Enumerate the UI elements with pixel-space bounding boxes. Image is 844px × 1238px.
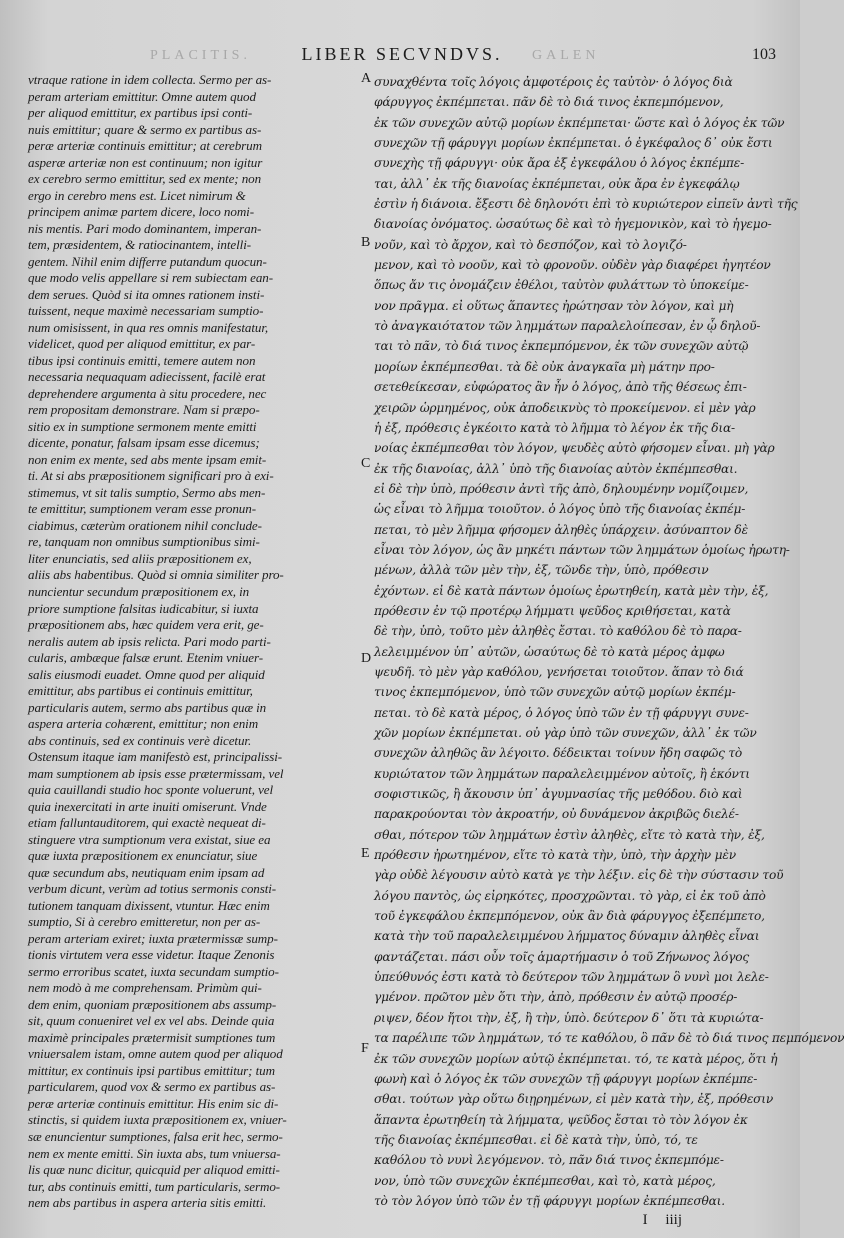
latin-text-line: mam sumptionem ab ipsis esse prætermissam, vel xyxy=(28,765,284,781)
latin-text-line: nis mentis. Pari modo dominantem, imperan- xyxy=(28,220,262,236)
latin-text-line: nuis emittitur; quare & sermo ex partibus as- xyxy=(28,121,262,137)
latin-text-line: dicente, ponatur, falsam ipsam esse dicemus; xyxy=(28,435,260,451)
greek-text-line: χειρῶν ὡρμημένος, οὐκ ἀποδεικνὺς τὸ προκείμενον. εἰ μὲν γὰρ xyxy=(374,400,756,415)
latin-text-line: cularis, ambæque falsæ erunt. Etenim vniuer- xyxy=(28,650,264,666)
latin-text-line: nuncientur secundum præpositionem ex, in xyxy=(28,583,250,599)
greek-text-line: ὑπεύθυνός ἐστι κατὰ τὸ δεύτερον τῶν λημμάτων ὃ νυνὶ μοι λελε- xyxy=(374,970,769,985)
latin-text-line: principem animæ partem dicere, loco nomi- xyxy=(28,204,254,220)
greek-text-line: ἐχόντων. εἰ δὲ κατὰ πάντων ὁμοίως ἐρωτηθείη, κατὰ μὲν τὴν, ἐξ, xyxy=(374,583,769,598)
greek-text-line: συνεχῶν τῇ φάρυγγι μορίων ἐκπέμπεται. ὁ ἐγκέφαλος δ᾿ οὐκ ἔστι xyxy=(374,136,773,151)
margin-letter-c: C xyxy=(361,456,371,471)
latin-text-line: ex cerebro sermo emittitur, sed ex mente; non xyxy=(28,171,262,187)
latin-text-line: sæ enuncientur sumptiones, falsa erit hec, sermo- xyxy=(28,1129,283,1144)
greek-text-line: διανοίας ὀνόματος. ὡσαύτως δὲ καὶ τὸ ἡγεμονικὸν, καὶ τὸ ἡγεμο- xyxy=(374,217,772,232)
greek-text-line: ται τὸ πᾶν, τὸ διά τινος ἐκπεμπόμενον, ἐκ τῶν συνεχῶν αὐτῷ xyxy=(374,339,749,354)
greek-text-line: φωνὴ καὶ ὁ λόγος ἐκ τῶν συνεχῶν τῇ φάρυγγι μορίων ἐκπέμπε- xyxy=(374,1071,758,1086)
greek-text-line: ὡς εἶναι τὸ λῆμμα τοιοῦτον. ὁ λόγος ὑπὸ τῆς διανοίας ἐκπέμ- xyxy=(374,502,746,517)
page-title: LIBER SECVNDVS. xyxy=(301,44,503,64)
greek-text-line: χῶν μορίων ἐκπέμπεται. οὐ γὰρ ὑπὸ τῶν συνεχῶν, ἀλλ᾿ ἐκ τῶν xyxy=(374,726,757,740)
latin-text-line: dem enim, quoniam præpositionem abs assump- xyxy=(28,996,277,1012)
greek-text-line: ἐκ τῶν συνεχῶν μορίων αὐτῷ ἐκπέμπεται. τό, τε κατὰ μέρος, ὅτι ἡ xyxy=(374,1051,778,1066)
greek-text-line: μένων, ἀλλὰ τῶν μὲν τὴν, ἐξ, τῶνδε τὴν, ὑπὸ, πρόθεσιν xyxy=(374,563,709,578)
greek-text-line: ται, ἀλλ᾿ ἐκ τῆς διανοίας ἐκπέμπεται, οὐκ ἄρα ἐν ἐγκεφάλῳ xyxy=(374,176,740,191)
latin-text-line: vtraque ratione in idem collecta. Sermo per as- xyxy=(28,72,272,87)
greek-text-line: ἐστὶν ἡ διάνοια. ἔξεστι δὲ δηλονότι ἐπὶ τὸ κυριώτερον εἰπεῖν ἀντὶ τῆς xyxy=(374,197,798,212)
greek-text-line: σοφιστικῶς, ἢ ἄκουσιν ὑπ᾿ ἀγυμνασίας τῆς μεθόδου. διὸ καὶ xyxy=(374,787,743,802)
latin-text-line: non enim ex mente, sed abs mente ipsam emit- xyxy=(28,451,267,467)
signature-mark xyxy=(629,1212,682,1229)
latin-text-line: tibus ipsi continuis emitti, temere autem non xyxy=(28,352,256,368)
greek-text-line: τοῦ ἐγκεφάλου ἐκπεμπόμενον, οὐκ ἂν διὰ φάρυγγος ἐξεπέμπετο, xyxy=(374,909,765,924)
latin-text-line: particularis autem, sermo abs partibus quæ in xyxy=(28,699,267,715)
latin-text-line: particularem, quod vox & sermo ex partibus as- xyxy=(28,1079,276,1095)
margin-letter-b: B xyxy=(361,235,371,250)
greek-text-line: ριψεν, δέον ἤτοι τὴν, ἐξ, ἢ τὴν, ὑπὸ. δεύτερον δ᾿ ὅτι τὰ κυριώτα- xyxy=(374,1010,764,1025)
latin-text-line: asperæ arteriæ non est continuum; non igitur xyxy=(28,154,263,170)
greek-text-line: πρόθεσιν ἠρωτημένον, εἴτε τὸ κατὰ τὴν, ὑπὸ, τὴν ἀρχὴν μὲν xyxy=(374,848,736,863)
latin-text-line: stinguere vtra sumptionum vera existat, siue ea xyxy=(28,831,271,847)
latin-text-line: que modo velis appellare si rem subiectam ean- xyxy=(28,270,273,286)
greek-text-line: συνεχὴς τῇ φάρυγγι· οὐκ ἄρα ἐξ ἐγκεφάλου ὁ λόγος ἐκπέμπε- xyxy=(374,156,744,171)
latin-text-line: quia inexercitati in arte inuiti omiserunt. Vnde xyxy=(28,798,267,814)
greek-text-line: νοίας ἐκπέμπεσθαι τὸν λόγον, ψευδὲς αὐτὸ φήσομεν εἶναι. μὴ γὰρ xyxy=(374,441,775,456)
latin-text-line: priore sumptione falsitas iudicabitur, si iuxta xyxy=(28,600,259,616)
signature-number: iiij xyxy=(665,1212,682,1228)
greek-text-line: ἐκ τῶν συνεχῶν αὐτῷ μορίων ἐκπέμπεται· ὥστε καὶ ὁ λόγος ἐκ τῶν xyxy=(374,115,785,130)
greek-text-line: ψευδῆ. τὸ μὲν γὰρ καθόλου, γενήσεται τοιοῦτον. ἅπαν τὸ διά xyxy=(374,664,744,679)
greek-text-line: ἅπαντα ἐρωτηθείη τὰ λήμματα, ψεῦδος ἔσται τὸ τὸν λόγον ἐκ xyxy=(374,1112,748,1127)
greek-text-line: δὲ τὴν, ὑπὸ, τοῦτο μὲν ἀληθὲς ἔσται. τὸ καθόλου δὲ τὸ παρα- xyxy=(374,624,742,639)
latin-text-line: nem abs partibus in aspera arteria sitis emitti. xyxy=(28,1195,267,1211)
running-head xyxy=(0,44,800,68)
greek-text-line: μορίων ἐκπέμπεσθαι. τὰ δὲ οὐκ ἀναγκαῖα μὴ μάτην προ- xyxy=(374,359,715,374)
greek-text-line: τῆς διανοίας ἐκπέμπεσθαι. εἰ δὲ κατὰ τὴν, ὑπὸ, τό, τε xyxy=(374,1132,698,1147)
latin-text-line: liter enunciatis, sed aliis præpositionem ex, xyxy=(28,550,252,566)
latin-text-line: nem modò à me comprehensam. Primùm qui- xyxy=(28,980,262,996)
latin-text-line: emittitur, abs partibus ei continuis emittitur, xyxy=(28,683,253,699)
latin-text-line: ciabimus, cæterùm orationem nihil conclude- xyxy=(28,517,262,533)
latin-text-line: quæ iuxta præpositionem ex enunciatur, siue xyxy=(28,848,258,864)
greek-text-line: σετεθείκεσαν, εὐφώρατος ἂν ἦν ὁ λόγος, ἀπὸ τῆς θέσεως ἐπι- xyxy=(374,380,747,395)
latin-text-line: Ostensum itaque iam manifestò est, principalissi- xyxy=(28,749,283,765)
latin-text-line: per aliquod emittitur, ex partibus ipsi conti- xyxy=(28,105,253,121)
greek-text-line: παρακρούονται τὸν ἀκροατήν, οὐ δυνάμενον ἀκριβῶς διελέ- xyxy=(374,807,739,822)
greek-text-line: ἐκ τῆς διανοίας, ἀλλ᾿ ὑπὸ τῆς διανοίας αὐτὸν ἐκπέμπεσθαι. xyxy=(374,461,738,476)
latin-text-line: re, tanquam non omnibus sumptionibus simi- xyxy=(28,534,260,550)
latin-text-line: stimemus, vt sit talis sumptio, Sermo abs men- xyxy=(28,484,266,500)
greek-text-line: εἰ δὲ τὴν ὑπὸ, πρόθεσιν ἀντὶ τῆς ἀπὸ, δηλουμένην νομίζοιμεν, xyxy=(374,481,749,496)
latin-text-line: videlicet, quod per aliquod emittitur, ex par- xyxy=(28,336,256,352)
latin-text-line: peram arteriam exiret; iuxta prætermissæ sump- xyxy=(28,930,278,946)
latin-text-line: salis eiusmodi euadet. Omne quod per aliquid xyxy=(28,666,265,682)
latin-text-line: peræ arteriæ continuis emittitur. His enim sic di- xyxy=(28,1095,279,1111)
greek-text-line: φάρυγγος ἐκπέμπεται. πᾶν δὲ τὸ διά τινος ἐκπεμπόμενον, xyxy=(374,95,724,110)
greek-text-line: φαντάζεται. πάσι οὖν τοῖς ἁμαρτήμασιν ὁ τοῦ Ζήνωνος λόγος xyxy=(374,949,749,964)
latin-text-line: etiam falluntauditorem, qui exactè nequeat di- xyxy=(28,815,266,831)
greek-text-line: σθαι, πότερον τῶν λημμάτων ἐστὶν ἀληθὲς, εἴτε τὸ κατὰ τὴν, ἐξ, xyxy=(374,827,765,842)
latin-text-line: tem, præsidentem, & ratiocinantem, intelli- xyxy=(28,237,251,253)
greek-text-line: συνεχῶν ἀληθῶς ἂν λέγοιτο. δέδεικται τοίνυν ἤδη σαφῶς τὸ xyxy=(374,746,743,761)
latin-text-line: gentem. Nihil enim differre putandum quocun- xyxy=(28,253,267,269)
greek-text-line: κατὰ τὴν τοῦ παραλελειμμένου λήμματος δύναμιν ἀληθὲς εἶναι xyxy=(374,929,760,944)
margin-letter-f: F xyxy=(361,1041,369,1056)
latin-text-line: abs continuis, sed ex continuis verè dicetur. xyxy=(28,732,252,748)
greek-text-line: πεται. τὸ δὲ κατὰ μέρος, ὁ λόγος ὑπὸ τῶν ἐν τῇ φάρυγγι συνε- xyxy=(374,705,749,720)
latin-text-line: mittitur, ex continuis ipsi partibus emittitur; tum xyxy=(28,1062,275,1078)
latin-text-line: vniuersalem istam, omne autem quod per aliquod xyxy=(28,1046,283,1062)
page-number: 103 xyxy=(752,46,776,63)
latin-text-line: deprehendere argumenta à situ procedere, nec xyxy=(28,385,267,401)
latin-text-line: maximè principales prætermisit sumptiones tum xyxy=(28,1029,276,1045)
latin-text-line: sermo erroribus scatet, iuxta secundam sumptio- xyxy=(28,963,279,979)
latin-text-line: tutionem tanquam dixissent, vtuntur. Hæc enim xyxy=(28,897,270,913)
latin-text-line: lis quæ nunc dicitur, quicquid per aliquod emitti- xyxy=(28,1162,280,1178)
greek-text-line: γμένον. πρῶτον μὲν ὅτι τὴν, ἀπὸ, πρόθεσιν ἐν αὐτῷ προσέρ- xyxy=(374,990,738,1005)
latin-text-line: aspera arteria cohærent, emittitur; non enim xyxy=(28,716,259,732)
greek-text-line: πεται, τὸ μὲν λῆμμα φήσομεν ἀληθὲς ὑπάρχειν. ἀσύναπτον δὲ xyxy=(374,522,748,537)
latin-text-line: sit, quum conueniret vel ex vel abs. Deinde quia xyxy=(28,1013,275,1029)
bleed-through-text-right: GALEN xyxy=(532,48,600,63)
latin-text-line: dem serues. Quòd si ita omnes rationem insti- xyxy=(28,286,265,302)
latin-text-line: sumptio, Si à cerebro emitteretur, non per as- xyxy=(28,914,261,930)
latin-text-line: tionis virtutem vera esse videtur. Itaque Zenonis xyxy=(28,947,275,963)
bleed-through-text-left: PLACITIS. xyxy=(150,48,251,63)
latin-text-line: quia cauillandi studio hoc sponte voluerunt, vel xyxy=(28,782,274,798)
greek-text-line: κυριώτατον τῶν λημμάτων παραλελειμμένον αὐτοῖς, ἢ ἑκόντι xyxy=(374,766,750,781)
margin-letter-d: D xyxy=(361,651,372,666)
signature-letter: I xyxy=(642,1212,648,1228)
latin-text-line: necessaria nequaquam adiecissent, facilè erat xyxy=(28,369,266,385)
greek-text-line: νον, ὑπὸ τῶν συνεχῶν ἐκπέμπεσθαι, καὶ τὸ, κατὰ μέρος, xyxy=(374,1173,716,1188)
latin-column xyxy=(28,72,358,1222)
latin-text-line: aliis abs habentibus. Quòd si omnia similiter pro- xyxy=(28,567,284,583)
latin-text-line: te emittitur, sumptionem veram esse pronun- xyxy=(28,501,256,517)
latin-text-line: præpositionem abs, hæc quidem vera erit, ge- xyxy=(28,617,264,633)
greek-text-line: συναχθέντα τοῖς λόγοις ἀμφοτέροις ἐς ταὐτὸν· ὁ λόγος διὰ xyxy=(374,75,733,89)
greek-text-line: μενον, καὶ τὸ νοοῦν, καὶ τὸ φρονοῦν. οὐδὲν γὰρ διαφέρει ἡγητέον xyxy=(374,258,771,273)
latin-text-line: nem ex mente emitti. Sin iuxta abs, tum vniuersa- xyxy=(28,1145,281,1161)
margin-letter-e: E xyxy=(361,846,370,861)
greek-text-line: ἡ ἐξ, πρόθεσις ἐγκέοιτο κατὰ τὸ λῆμμα τὸ λέγον ἐκ τῆς δια- xyxy=(374,420,735,435)
latin-text-line: neralis autem ab ipsis relicta. Pari modo parti- xyxy=(28,633,271,649)
greek-text-line: λόγου παντὸς, ὡς εἰρηκότες, προσχρῶνται. τὸ γὰρ, εἰ ἐκ τοῦ ἀπὸ xyxy=(374,888,766,903)
greek-column xyxy=(374,72,844,1222)
latin-text-line: verbum dicunt, verùm ad totius sermonis consti- xyxy=(28,881,277,897)
greek-text-line: νοῦν, καὶ τὸ ἄρχον, καὶ τὸ δεσπόζον, καὶ τὸ λογιζό- xyxy=(374,237,687,252)
latin-text-line: peram arteriam emittitur. Omne autem quod xyxy=(28,88,256,104)
latin-text-line: tur, abs continuis emitti, tum particularis, sermo- xyxy=(28,1178,281,1194)
latin-text-line: quæ secundum abs, neutiquam enim ipsam ad xyxy=(28,864,265,880)
latin-text-line: rem propositam demonstrare. Nam si præpo- xyxy=(28,402,260,418)
latin-text-line: peræ arteriæ continuis emittitur; at cerebrum xyxy=(28,138,262,154)
greek-text-line: εἶναι τὸν λόγον, ὡς ἂν μηκέτι πάντων τῶν λημμάτων ὁμοίως ἠρωτη- xyxy=(374,542,790,557)
latin-text-line: sitio ex in sumptione sermonem mente emitti xyxy=(28,418,257,434)
latin-text-line: num omisissent, in qua res omnis manifestatur, xyxy=(28,319,269,335)
greek-text-line: πρόθεσιν ἐν τῷ προτέρῳ λήμματι ψεῦδος κριθήσεται, κατὰ xyxy=(374,603,731,618)
latin-text-line: tuissent, neque maximè necessariam sumptio- xyxy=(28,303,264,319)
greek-text-line: νον πρᾶγμα. εἰ οὕτως ἅπαντες ἠρώτησαν τὸν λόγον, καὶ μὴ xyxy=(374,298,734,313)
margin-letter-a: A xyxy=(361,71,372,86)
greek-text-line: σθαι. τούτων γὰρ οὕτω διῃρημένων, εἰ μὲν κατὰ τὴν, ἐξ, πρόθεσιν xyxy=(374,1092,774,1107)
latin-text-line: stinctis, si quidem iuxta præpositionem ex, vniuer- xyxy=(28,1112,287,1128)
greek-text-line: τὸ τὸν λόγον ὑπὸ τῶν ἐν τῇ φάρυγγι μορίων ἐκπέμπεσθαι. xyxy=(374,1193,725,1208)
greek-text-line: τα παρέλιπε τῶν λημμάτων, τό τε καθόλου, ὃ πᾶν δὲ τὸ διά τινος πεμπόμενον xyxy=(374,1031,844,1046)
greek-text-line: λελειμμένον ὑπ᾿ αὐτῶν, ὡσαύτως δὲ τὸ κατὰ μέρος ἀμφω xyxy=(374,644,725,659)
latin-text-line: ti. At si abs præpositionem significari pro à exi- xyxy=(28,468,274,484)
greek-text-line: γὰρ οὐδὲ λέγουσιν αὐτὸ κατὰ γε τὴν λέξιν. εἰς δὲ τὴν σύστασιν τοῦ xyxy=(374,868,784,883)
greek-text-line: τὸ ἀναγκαιότατον τῶν λημμάτων παραλελοίπεσαν, ἐν ᾧ δηλοῦ- xyxy=(374,319,761,334)
greek-text-line: τινος ἐκπεμπόμενον, ὑπὸ τῶν συνεχῶν αὐτῷ μορίων ἐκπέμ- xyxy=(374,685,736,700)
greek-text-line: καθόλου τὸ νυνὶ λεγόμενον. τὸ, πᾶν διά τινος ἐκπεμπόμε- xyxy=(374,1153,724,1168)
latin-text-line: ergo in cerebro mens est. Licet nimirum & xyxy=(28,187,246,203)
greek-text-line: ὅπως ἄν τις ὀνομάζειν ἐθέλοι, ταὐτὸν φυλάττων τὸ ὑποκείμε- xyxy=(374,278,749,293)
